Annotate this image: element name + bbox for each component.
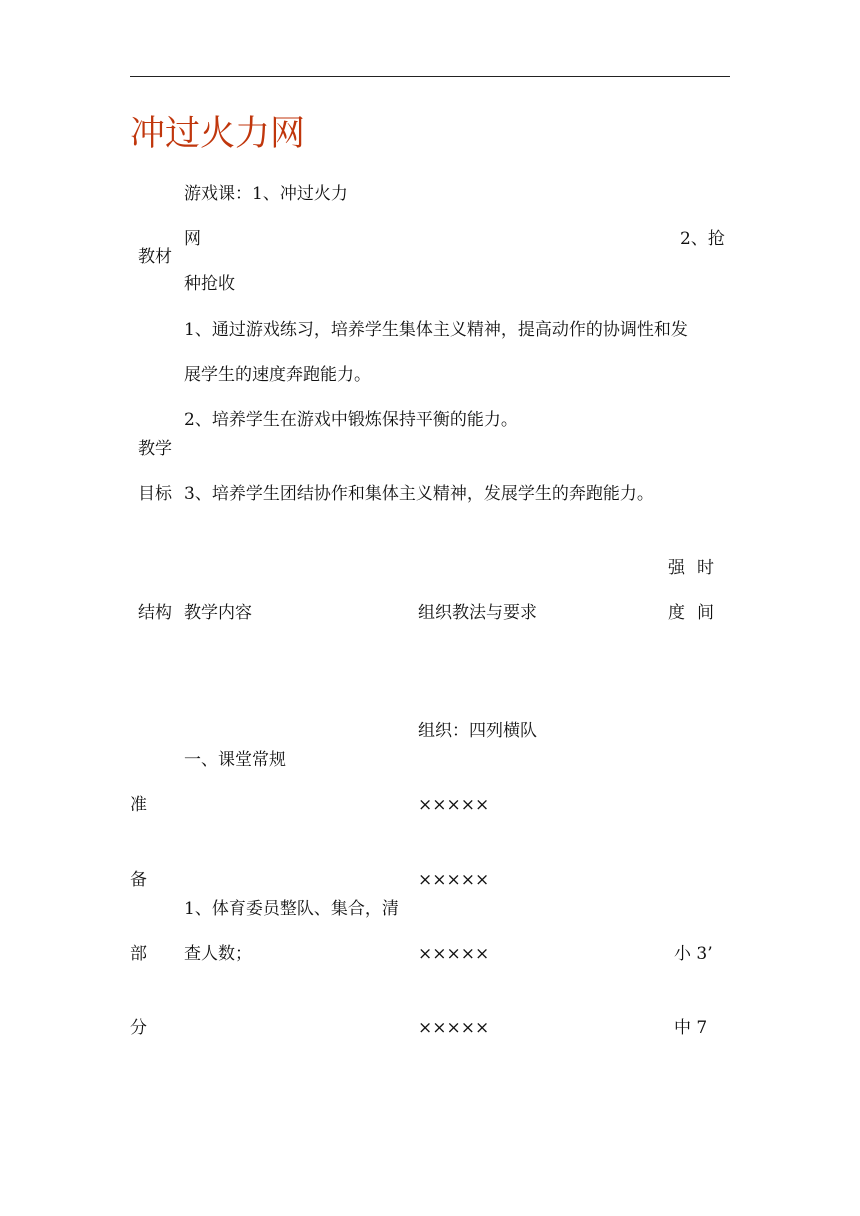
header-rule bbox=[130, 76, 730, 77]
intensity-line-1: 小 3’ bbox=[674, 944, 713, 964]
materials-line-3: 种抢收 bbox=[184, 274, 235, 294]
section-char-3: 部 bbox=[130, 944, 147, 964]
section-char-1: 准 bbox=[130, 795, 147, 815]
section-char-2: 备 bbox=[130, 870, 147, 890]
materials-line-2a: 网 bbox=[184, 229, 201, 249]
formation-row-4: ××××× bbox=[418, 1018, 490, 1038]
header-time-bottom: 间 bbox=[697, 603, 714, 623]
header-method: 组织教法与要求 bbox=[418, 603, 537, 623]
formation-row-2: ××××× bbox=[418, 870, 490, 890]
section-char-4: 分 bbox=[130, 1018, 147, 1038]
page-title: 冲过火力网 bbox=[130, 114, 306, 154]
header-time-top: 时 bbox=[697, 558, 714, 578]
content-heading: 一、课堂常规 bbox=[184, 750, 286, 770]
objectives-label-2: 目标 bbox=[138, 484, 172, 504]
intensity-line-2: 中 7 bbox=[674, 1018, 708, 1038]
materials-line-1: 游戏课：1、冲过火力 bbox=[184, 184, 348, 204]
objective-1-line-2: 展学生的速度奔跑能力。 bbox=[184, 365, 371, 385]
materials-label: 教材 bbox=[138, 247, 172, 267]
header-intensity-bottom: 度 bbox=[668, 603, 685, 623]
formation-row-3: ××××× bbox=[418, 944, 490, 964]
objective-2: 2、培养学生在游戏中锻炼保持平衡的能力。 bbox=[184, 410, 518, 430]
header-structure: 结构 bbox=[138, 603, 172, 623]
objective-3: 3、培养学生团结协作和集体主义精神，发展学生的奔跑能力。 bbox=[184, 484, 654, 504]
content-item-line-2: 查人数； bbox=[184, 944, 252, 964]
header-intensity-top: 强 bbox=[668, 558, 685, 578]
objectives-label-1: 教学 bbox=[138, 439, 172, 459]
materials-line-2b: 2、抢 bbox=[680, 229, 725, 249]
header-content: 教学内容 bbox=[184, 603, 252, 623]
org-label: 组织：四列横队 bbox=[418, 721, 537, 741]
formation-row-1: ××××× bbox=[418, 795, 490, 815]
content-item-line-1: 1、体育委员整队、集合，清 bbox=[184, 899, 399, 919]
objective-1-line-1: 1、通过游戏练习，培养学生集体主义精神，提高动作的协调性和发 bbox=[184, 320, 688, 340]
